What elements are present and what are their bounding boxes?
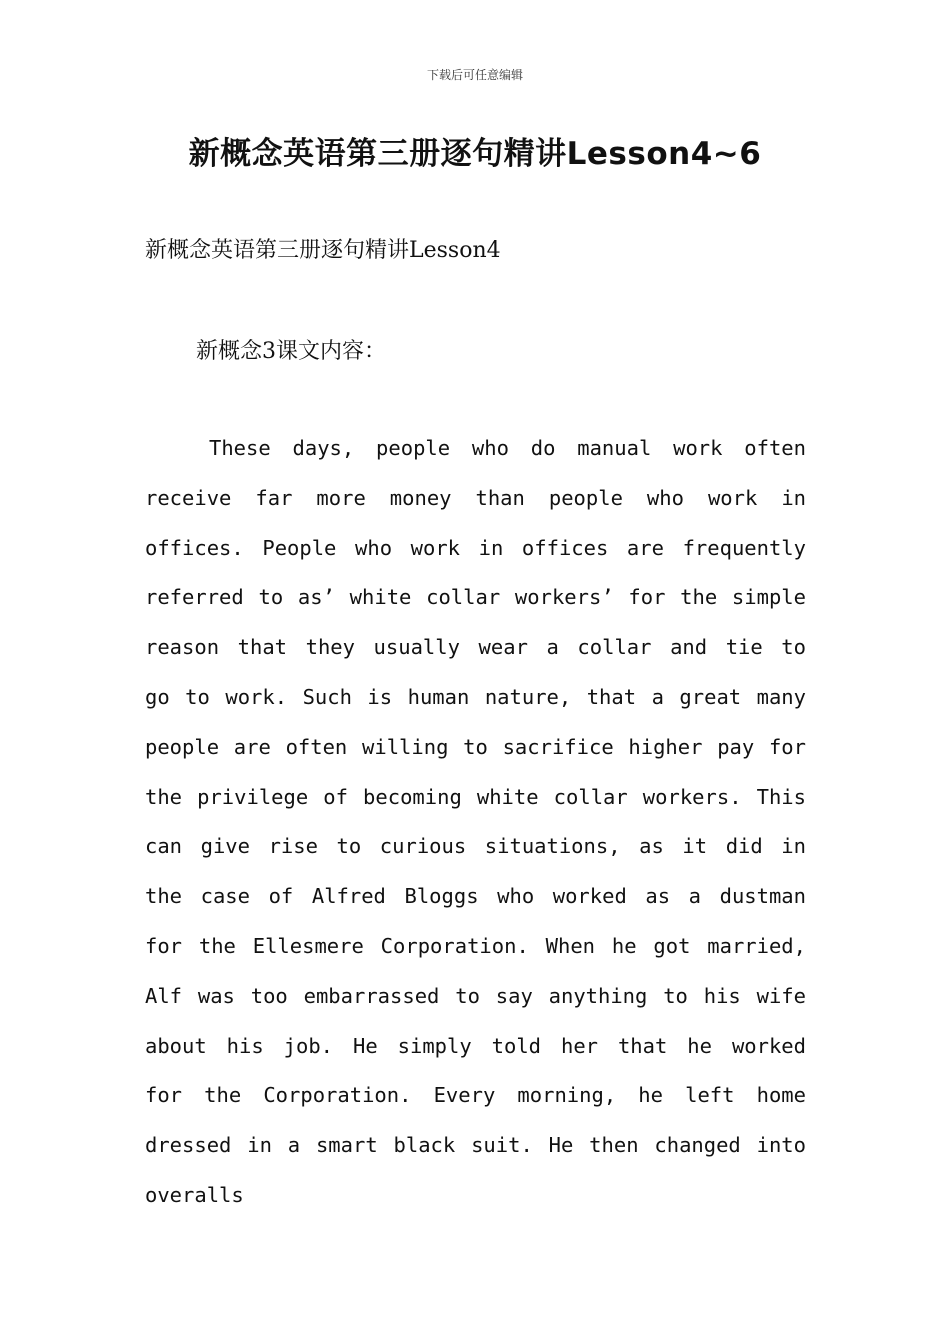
section-label: 新概念3课文内容： <box>196 339 386 364</box>
document-title: 新概念英语第三册逐句精讲Lesson4~6 <box>188 136 762 172</box>
lesson-subtitle: 新概念英语第三册逐句精讲Lesson4 <box>145 238 501 263</box>
header-note: 下载后可任意编辑 <box>426 68 523 82</box>
lesson-body-text: These days, people who do manual work often receive far more money than people who work in offices. People who work in offices are frequently referred to as’ white collar workers’ for the simple reason that they usually wear a collar and tie to go to work. Such is human nature, that a great many people are often willing to sacrifice higher pay for the privilege of becoming white collar workers. This can give rise to curious situations, as it did in the case of Alfred Bloggs who worked as a dustman for the Ellesmere Corporation. When he got married, Alf was too embarrassed to say anything to his wife about his job. He simply told her that he worked for the Corporation. Every morning, he left home dressed in a smart black suit. He then changed into overalls <box>145 436 806 1207</box>
